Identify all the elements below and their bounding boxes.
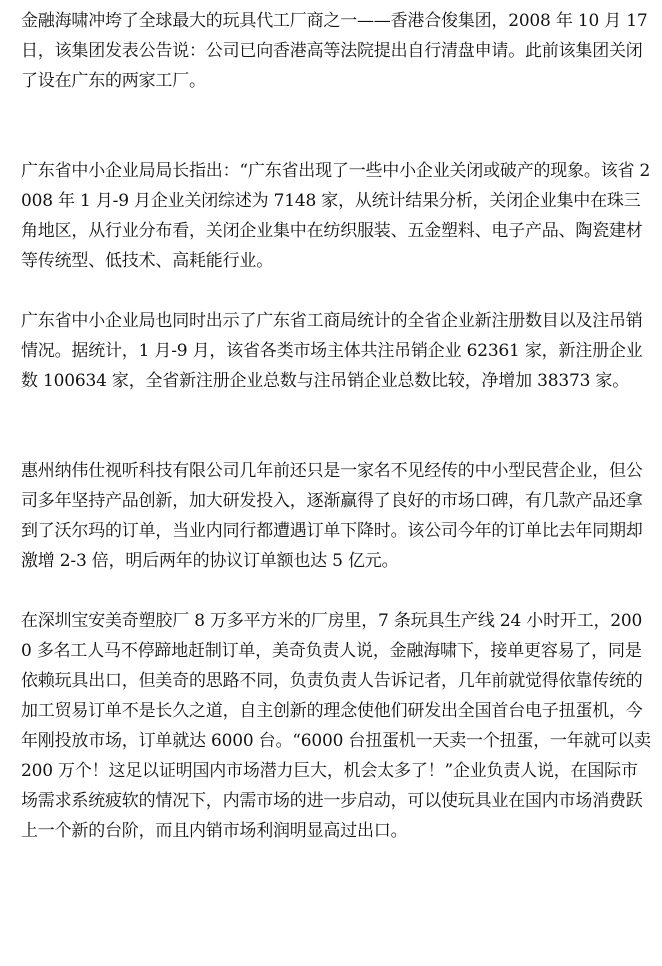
paragraph-3: 广东省中小企业局也同时出示了广东省工商局统计的全省企业新注册数目以及注吊销情况。据统计，1 月-9 月，该省各类市场主体共注吊销企业 62361 家，新注册企业数 100634 家，全省新注册企业总数与注吊销企业总数比较，净增加 38373 家。: [21, 311, 643, 391]
paragraph-4: 惠州纳伟仕视听科技有限公司几年前还只是一家名不见经传的中小型民营企业，但公司多年坚持产品创新，加大研发投入，逐渐赢得了良好的市场口碑，有几款产品还拿到了沃尔玛的订单，当业内同行都遭遇订单下降时。该公司今年的订单比去年同期却激增 2-3 倍，明后两年的协议订单额也达 5 亿元。: [21, 461, 643, 571]
paragraph-2: 广东省中小企业局局长指出：“广东省出现了一些中小企业关闭或破产的现象。该省 2008 年 1 月-9 月企业关闭综述为 7148 家，从统计结果分析，关闭企业集中在珠三角地区，从行业分布看，关闭企业集中在纺织服装、五金塑料、电子产品、陶瓷建材等传统型、低技术、高耗能行业。: [21, 161, 651, 271]
paragraph-5: 在深圳宝安美奇塑胶厂 8 万多平方米的厂房里，7 条玩具生产线 24 小时开工，2000 多名工人马不停蹄地赶制订单，美奇负责人说，金融海啸下，接单更容易了，同是依赖玩具出口，但美奇的思路不同，负责负责人告诉记者，几年前就觉得依靠传统的加工贸易订单不是长久之道，自主创新的理念使他们研发出全国首台电子扭蛋机，今年刚投放市场，订单就达 6000 台。“6000 台扭蛋机一天卖一个扭蛋，一年就可以卖 200 万个！这足以证明国内市场潜力巨大，机会太多了！”企业负责人说，在国际市场需求系统疲软的情况下，内需市场的进一步启动，可以使玩具业在国内市场消费跃上一个新的台阶，而且内销市场利润明显高过出口。: [21, 611, 651, 841]
paragraph-1: 金融海啸冲垮了全球最大的玩具代工厂商之一——香港合俊集团，2008 年 10 月 17 日，该集团发表公告说：公司已向香港高等法院提出自行清盘申请。此前该集团关闭了设在广东的两家工厂。: [21, 11, 648, 91]
